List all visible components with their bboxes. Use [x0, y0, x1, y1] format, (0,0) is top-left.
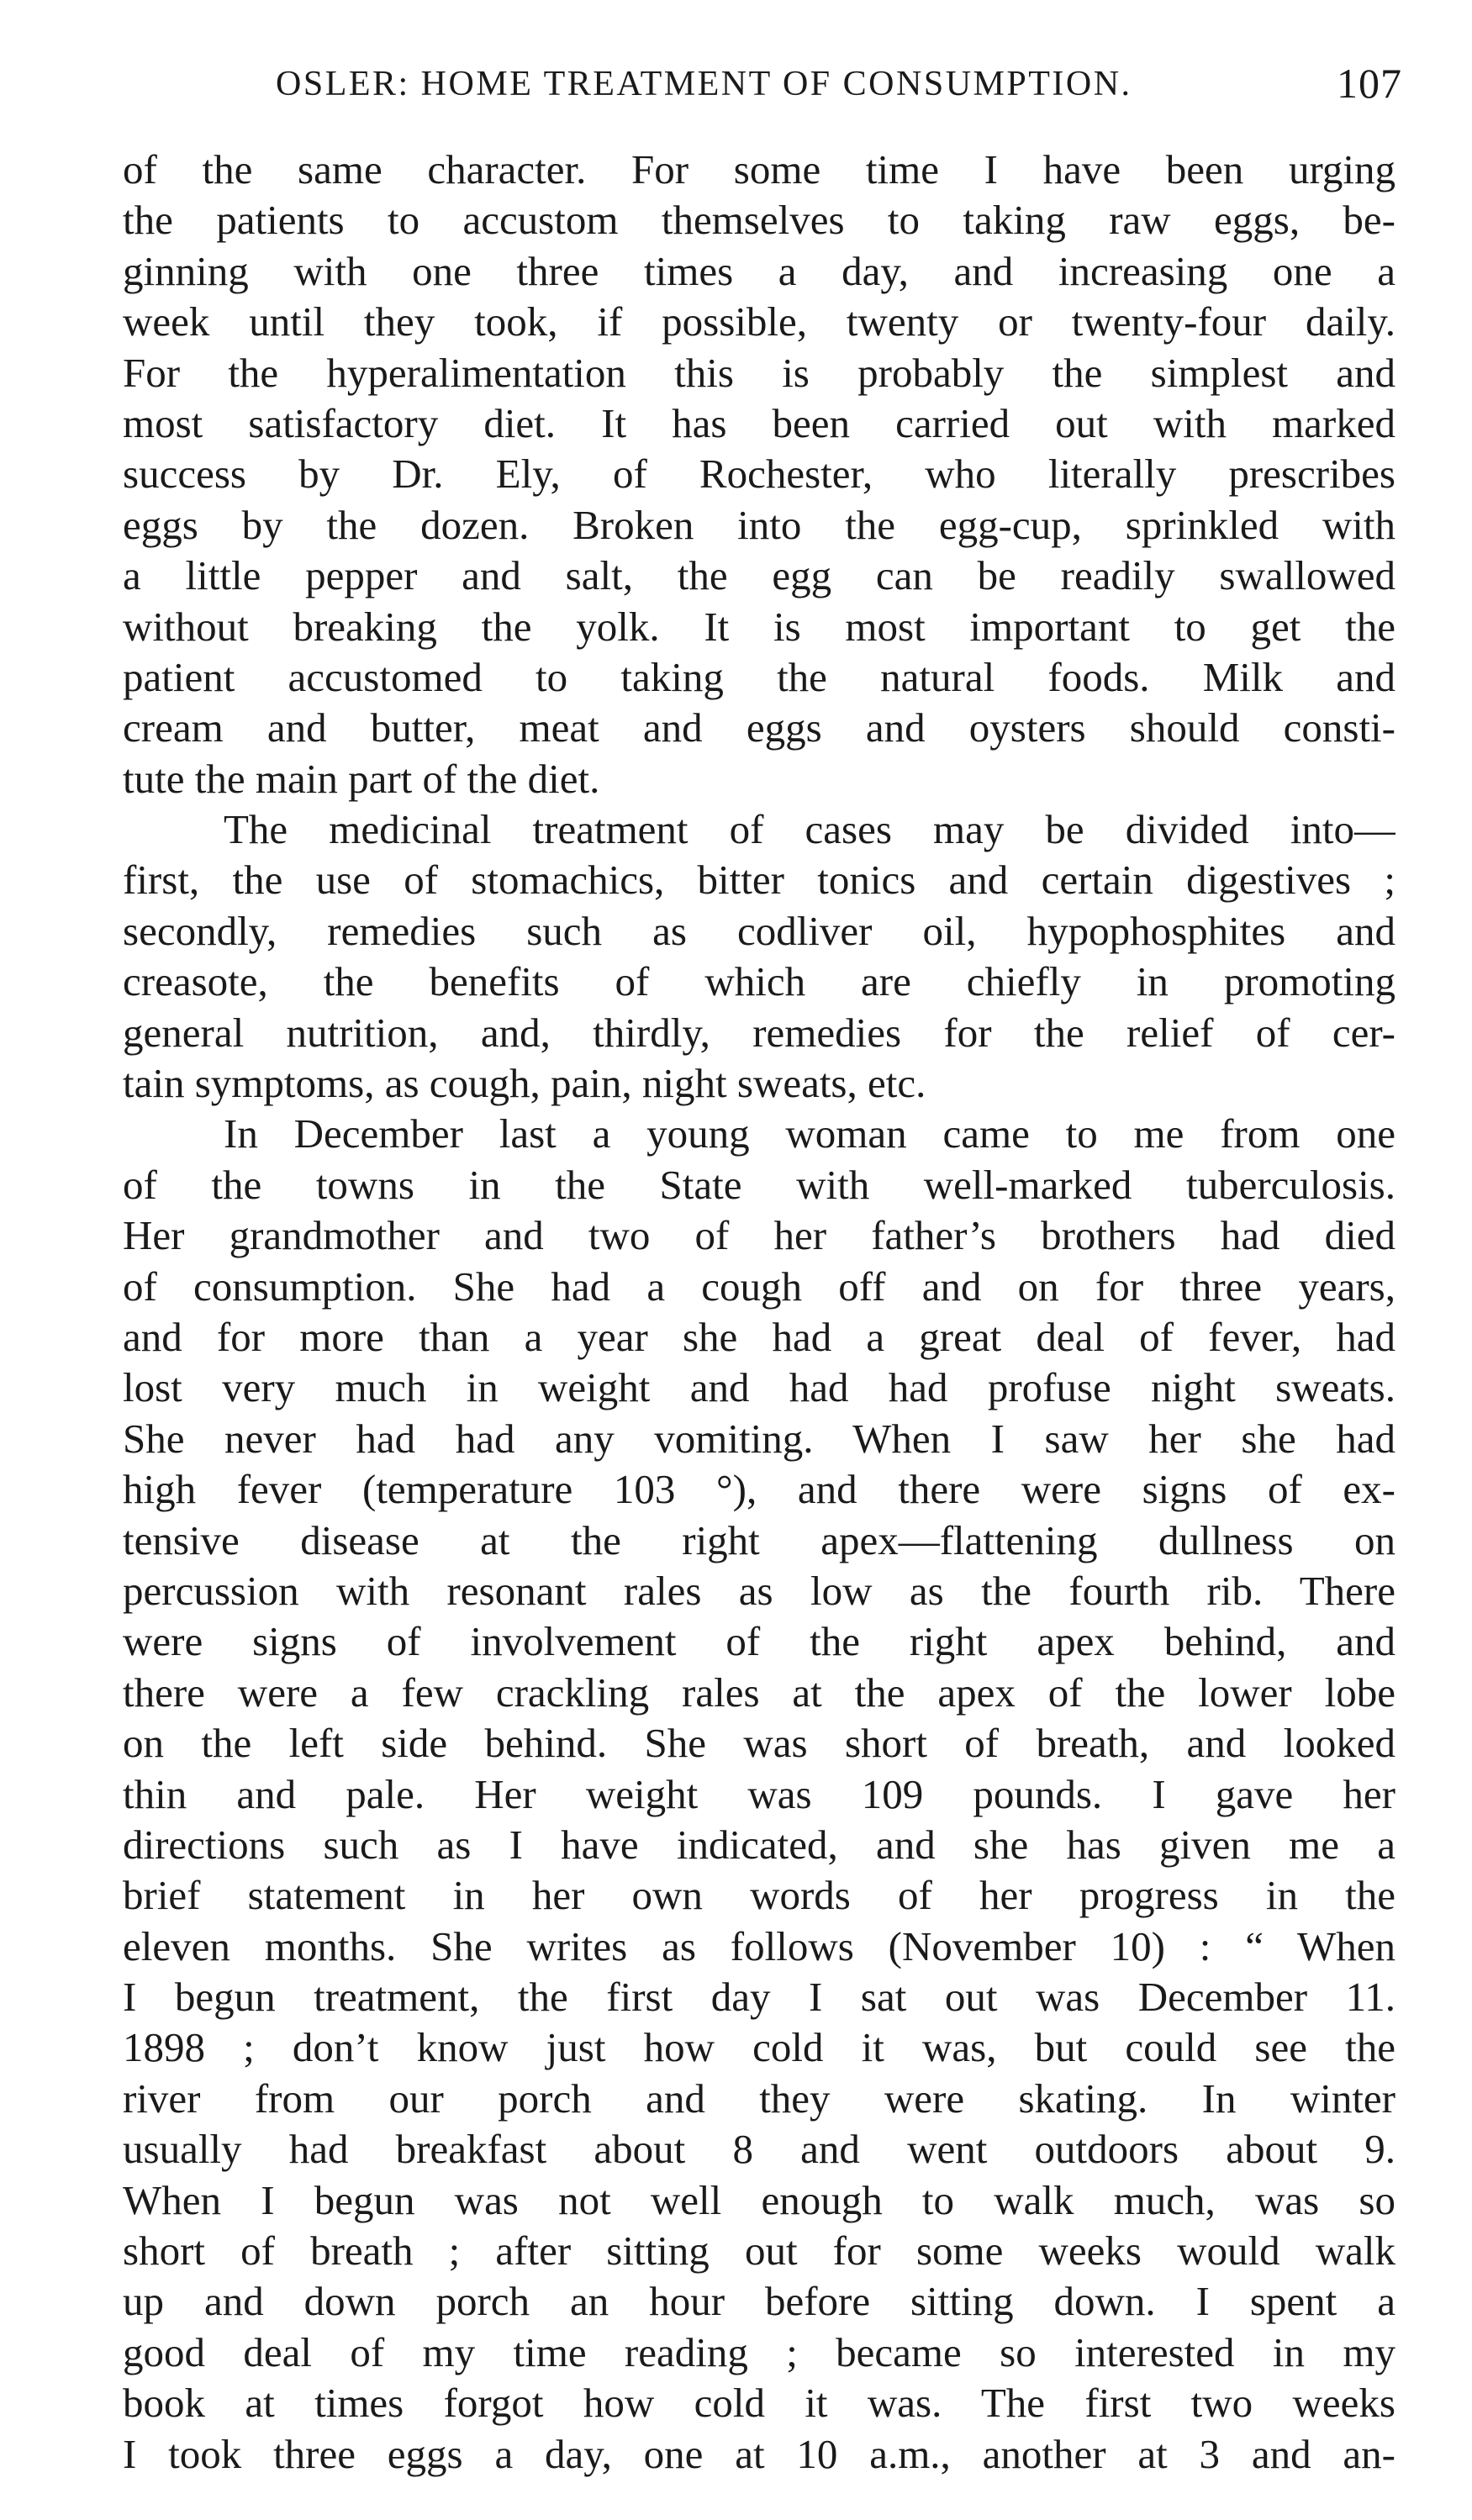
running-head — [276, 60, 1402, 114]
text-line: good deal of my time reading ; became so interested in my — [123, 2328, 1395, 2375]
text-line: For the hyperalimentation this is probably the simplest and — [123, 349, 1395, 396]
text-line: week until they took, if possible, twenty or twenty-four daily. — [123, 298, 1395, 345]
text-line: eleven months. She writes as follows (November 10) : “ When — [123, 1922, 1395, 1969]
text-line: of the towns in the State with well-marked tuberculosis. — [123, 1161, 1395, 1208]
text-line: the patients to accustom themselves to taking raw eggs, be- — [123, 197, 1395, 244]
text-line: In December last a young woman came to me from one — [224, 1110, 1395, 1157]
text-line: high fever (temperature 103 °), and there were signs of ex- — [123, 1466, 1395, 1513]
text-line: and for more than a year she had a great deal of fever, had — [123, 1313, 1395, 1360]
text-line: of consumption. She had a cough off and on for three years, — [123, 1263, 1395, 1310]
text-line: tute the main part of the diet. — [123, 755, 600, 802]
text-line: Her grandmother and two of her father’s brothers had died — [123, 1212, 1395, 1259]
text-line: When I begun was not well enough to walk much, was so — [123, 2176, 1395, 2223]
text-line: The medicinal treatment of cases may be divided into— — [224, 806, 1395, 853]
text-line: cream and butter, meat and eggs and oysters should consti- — [123, 704, 1395, 751]
text-line: short of breath ; after sitting out for some weeks would walk — [123, 2227, 1395, 2275]
text-line: I begun treatment, the first day I sat out was December 11. — [123, 1974, 1395, 2021]
text-line: 1898 ; don’t know just how cold it was, but could see the — [123, 2024, 1395, 2071]
text-line: brief statement in her own words of her progress in the — [123, 1872, 1395, 1919]
text-line: book at times forgot how cold it was. The first two weeks — [123, 2380, 1395, 2427]
text-line: secondly, remedies such as codliver oil, hypophosphites and — [123, 907, 1395, 954]
text-line: tain symptoms, as cough, pain, night sweats, etc. — [123, 1060, 926, 1107]
text-line: patient accustomed to taking the natural foods. Milk and — [123, 653, 1395, 700]
text-line: directions such as I have indicated, and she has given me a — [123, 1821, 1395, 1868]
text-line: on the left side behind. She was short of breath, and looked — [123, 1720, 1395, 1767]
running-title: OSLER: HOME TREATMENT OF CONSUMPTION. — [276, 65, 1132, 103]
text-line: percussion with resonant rales as low as the fourth rib. There — [123, 1567, 1395, 1614]
text-line: were signs of involvement of the right apex behind, and — [123, 1618, 1395, 1665]
text-line: I took three eggs a day, one at 10 a.m., another at 3 and an- — [123, 2430, 1395, 2477]
text-line: up and down porch an hour before sitting down. I spent a — [123, 2278, 1395, 2325]
text-line: lost very much in weight and had had profuse night sweats. — [123, 1364, 1395, 1411]
text-line: creasote, the benefits of which are chiefly in promoting — [123, 958, 1395, 1005]
body-text — [123, 145, 1395, 2480]
text-line: eggs by the dozen. Broken into the egg-cup, sprinkled with — [123, 501, 1395, 548]
text-line: first, the use of stomachics, bitter tonics and certain digestives ; — [123, 857, 1395, 904]
text-line: there were a few crackling rales at the apex of the lower lobe — [123, 1669, 1395, 1716]
text-line: ginning with one three times a day, and increasing one a — [123, 247, 1395, 294]
text-line: thin and pale. Her weight was 109 pounds. I gave her — [123, 1770, 1395, 1817]
text-line: river from our porch and they were skating. In winter — [123, 2075, 1395, 2122]
text-line: general nutrition, and, thirdly, remedies for the relief of cer- — [123, 1009, 1395, 1056]
text-line: without breaking the yolk. It is most important to get the — [123, 603, 1395, 650]
text-line: success by Dr. Ely, of Rochester, who literally prescribes — [123, 451, 1395, 498]
text-line: usually had breakfast about 8 and went outdoors about 9. — [123, 2126, 1395, 2173]
text-line: She never had had any vomiting. When I saw her she had — [123, 1415, 1395, 1462]
page-number: 107 — [1337, 60, 1402, 107]
text-line: of the same character. For some time I have been urging — [123, 146, 1395, 192]
text-line: tensive disease at the right apex—flattening dullness on — [123, 1516, 1395, 1563]
text-line: most satisfactory diet. It has been carried out with marked — [123, 399, 1395, 446]
text-line: a little pepper and salt, the egg can be readily swallowed — [123, 552, 1395, 599]
